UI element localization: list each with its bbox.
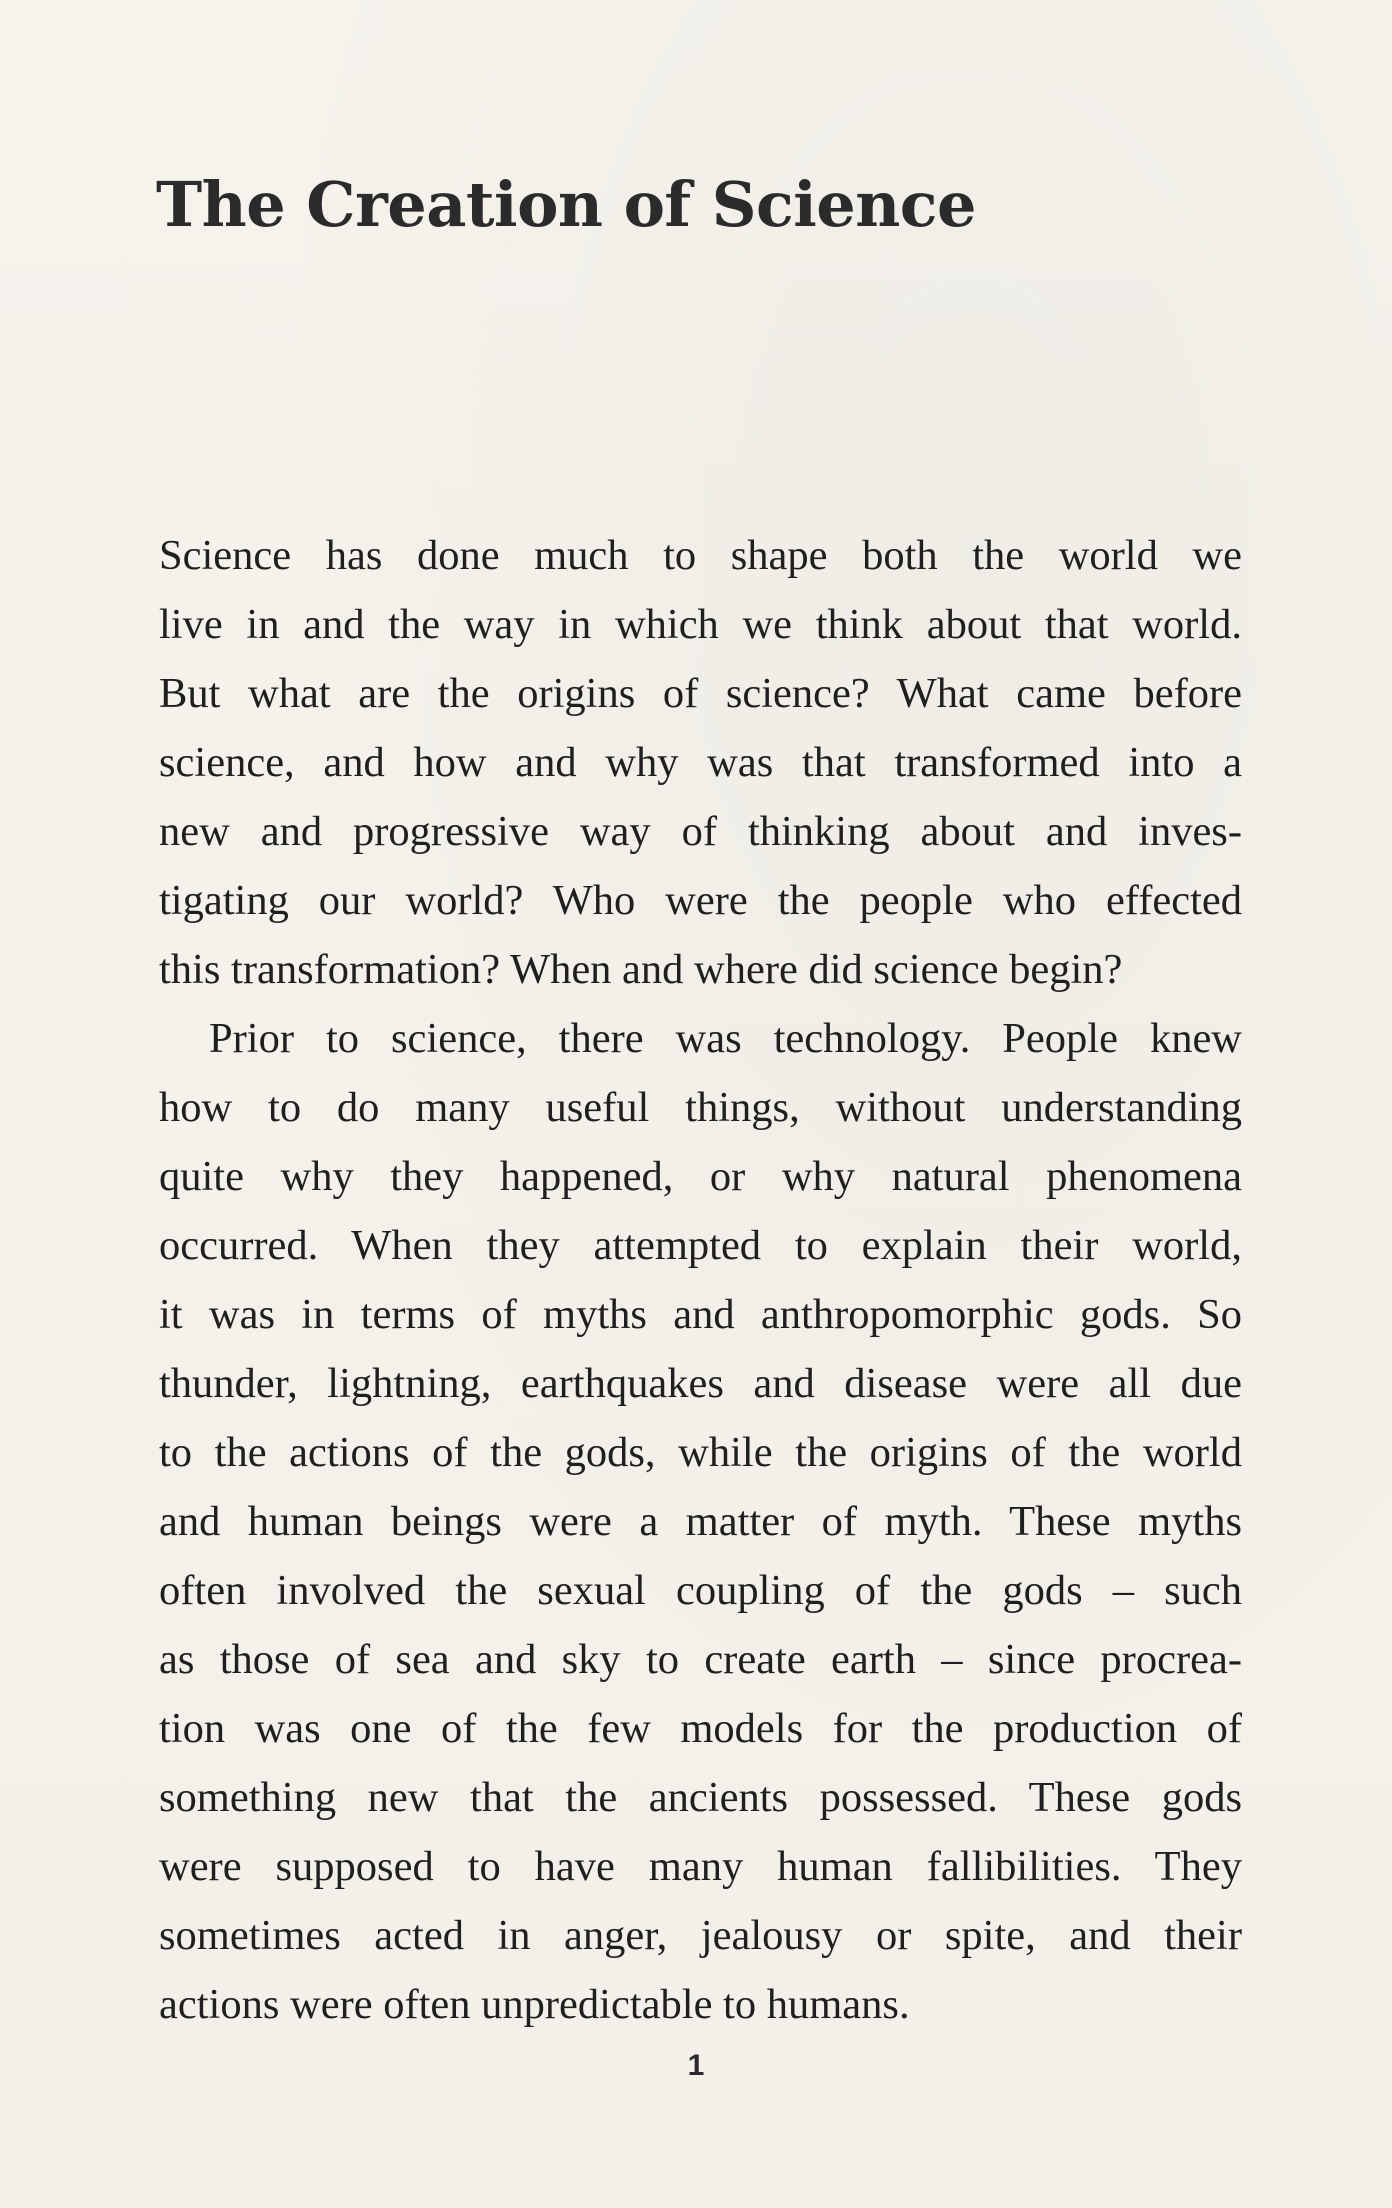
text-line: Prior to science, there was technology. People knew: [209, 1015, 1242, 1062]
text-line: were supposed to have many human fallibilities. They: [159, 1843, 1242, 1890]
page-number: 1: [687, 2049, 705, 2082]
text-line: thunder, lightning, earthquakes and disease were all due: [159, 1360, 1242, 1407]
text-line: new and progressive way of thinking about and inves-: [159, 808, 1242, 855]
chapter-title: The Creation of Science: [156, 168, 976, 241]
text-line: how to do many useful things, without understanding: [159, 1084, 1242, 1131]
text-line: actions were often unpredictable to humans.: [159, 1981, 910, 2028]
text-line: Science has done much to shape both the world we: [159, 532, 1242, 579]
text-line: quite why they happened, or why natural phenomena: [159, 1153, 1242, 1200]
text-line: as those of sea and sky to create earth – since procrea-: [159, 1636, 1242, 1683]
text-line: occurred. When they attempted to explain their world,: [159, 1222, 1242, 1269]
text-line: often involved the sexual coupling of the gods – such: [159, 1567, 1242, 1614]
text-line: But what are the origins of science? What came before: [159, 670, 1242, 717]
text-line: tigating our world? Who were the people who effected: [159, 877, 1242, 924]
paragraph: [159, 521, 1242, 1004]
body-text: [159, 521, 1242, 2039]
text-line: something new that the ancients possessed. These gods: [159, 1774, 1242, 1821]
text-line: sometimes acted in anger, jealousy or spite, and their: [159, 1912, 1242, 1959]
text-line: and human beings were a matter of myth. These myths: [159, 1498, 1242, 1545]
paragraph: [159, 1004, 1242, 2039]
text-line: to the actions of the gods, while the origins of the world: [159, 1429, 1242, 1476]
text-line: it was in terms of myths and anthropomorphic gods. So: [159, 1291, 1242, 1338]
text-line: tion was one of the few models for the production of: [159, 1705, 1242, 1752]
text-line: this transformation? When and where did science begin?: [159, 946, 1123, 993]
text-line: live in and the way in which we think about that world.: [159, 601, 1242, 648]
text-line: science, and how and why was that transformed into a: [159, 739, 1242, 786]
